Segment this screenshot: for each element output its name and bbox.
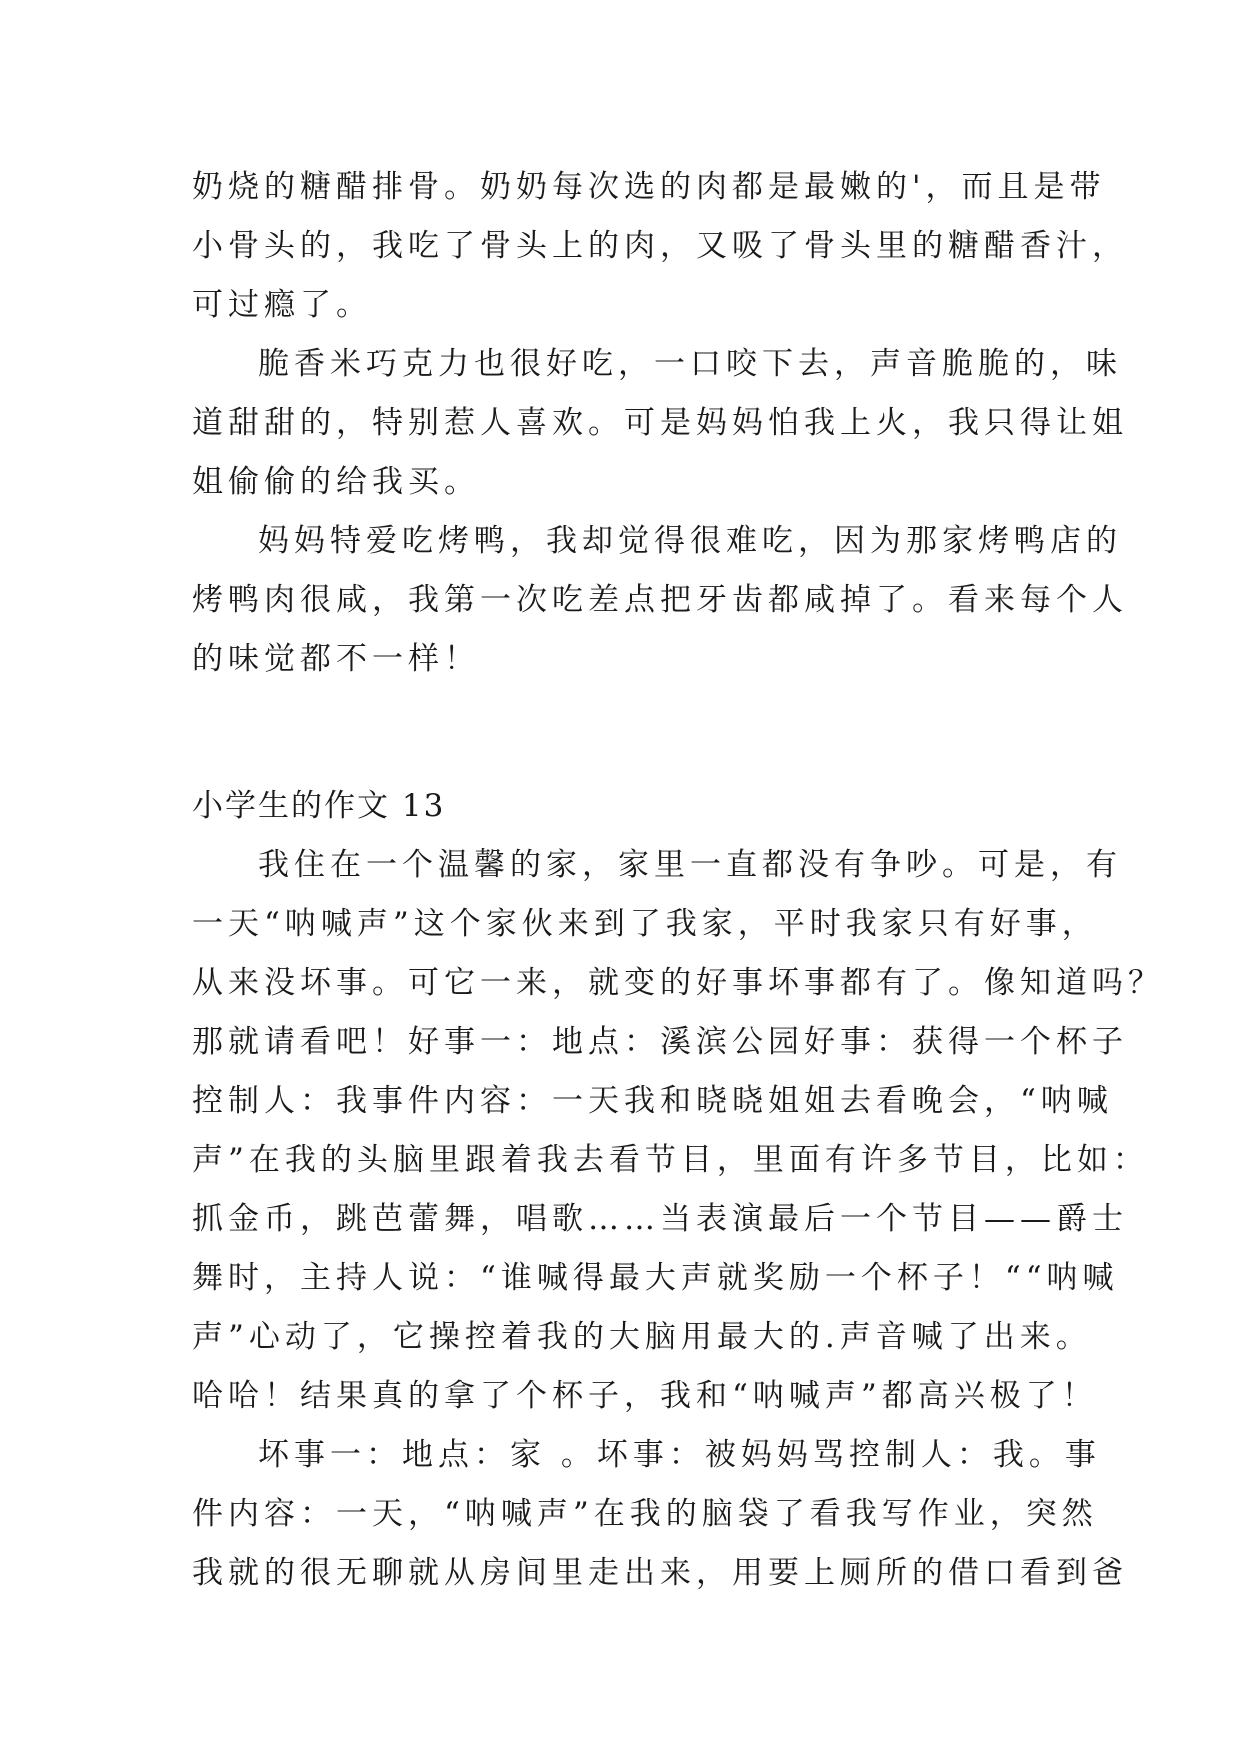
text-line: 那就请看吧！好事一：地点：溪滨公园好事：获得一个杯子 xyxy=(192,1024,1128,1060)
text-line: 奶烧的糖醋排骨。奶奶每次选的肉都是最嫩的'，而且是带 xyxy=(192,169,1106,205)
text-line: 件内容：一天，“呐喊声”在我的脑袋了看我写作业，突然 xyxy=(192,1496,1098,1532)
text-line: 声”心动了，它操控着我的大脑用最大的.声音喊了出来。 xyxy=(192,1319,1092,1355)
text-line: 控制人：我事件内容：一天我和晓晓姐姐去看晚会，“呐喊 xyxy=(192,1083,1113,1119)
text-line: 姐偷偷的给我买。 xyxy=(192,464,480,500)
section-gap xyxy=(192,689,1054,777)
text-line: 小骨头的，我吃了骨头上的肉，又吸了骨头里的糖醋香汁， xyxy=(192,228,1128,264)
document-page xyxy=(192,158,1164,1603)
paragraph xyxy=(192,158,1128,335)
text-line: 我就的很无聊就从房间里走出来，用要上厕所的借口看到爸 xyxy=(192,1555,1128,1591)
section-after xyxy=(192,836,1164,1603)
text-line: 抓金币，跳芭蕾舞，唱歌……当表演最后一个节目——爵士 xyxy=(192,1201,1128,1237)
text-line: 脆香米巧克力也很好吃，一口咬下去，声音脆脆的，味 xyxy=(258,346,1122,382)
text-line: 烤鸭肉很咸，我第一次吃差点把牙齿都咸掉了。看来每个人 xyxy=(192,582,1128,618)
text-line: 坏事一：地点：家 。坏事：被妈妈骂控制人：我。事 xyxy=(258,1437,1101,1473)
paragraph xyxy=(192,512,1128,689)
text-line: 舞时，主持人说：“谁喊得最大声就奖励一个杯子！““呐喊 xyxy=(192,1260,1119,1296)
text-line: 的味觉都不一样！ xyxy=(192,641,480,677)
text-line: 从来没坏事。可它一来，就变的好事坏事都有了。像知道吗？ xyxy=(192,965,1164,1001)
essay-heading: 小学生的作文 13 xyxy=(192,788,446,824)
text-line: 一天“呐喊声”这个家伙来到了我家，平时我家只有好事， xyxy=(192,906,1098,942)
text-line: 哈哈！结果真的拿了个杯子，我和“呐喊声”都高兴极了！ xyxy=(192,1378,1098,1414)
text-line: 声”在我的头脑里跟着我去看节目，里面有许多节目，比如： xyxy=(192,1142,1149,1178)
paragraph xyxy=(192,1426,1128,1603)
paragraph xyxy=(192,335,1128,512)
text-line: 妈妈特爱吃烤鸭，我却觉得很难吃，因为那家烤鸭店的 xyxy=(258,523,1122,559)
paragraph xyxy=(192,836,1164,1426)
text-line: 我住在一个温馨的家，家里一直都没有争吵。可是，有 xyxy=(258,847,1122,883)
text-line: 可过瘾了。 xyxy=(192,287,372,323)
section-before xyxy=(192,158,1128,689)
text-line: 道甜甜的，特别惹人喜欢。可是妈妈怕我上火，我只得让姐 xyxy=(192,405,1128,441)
